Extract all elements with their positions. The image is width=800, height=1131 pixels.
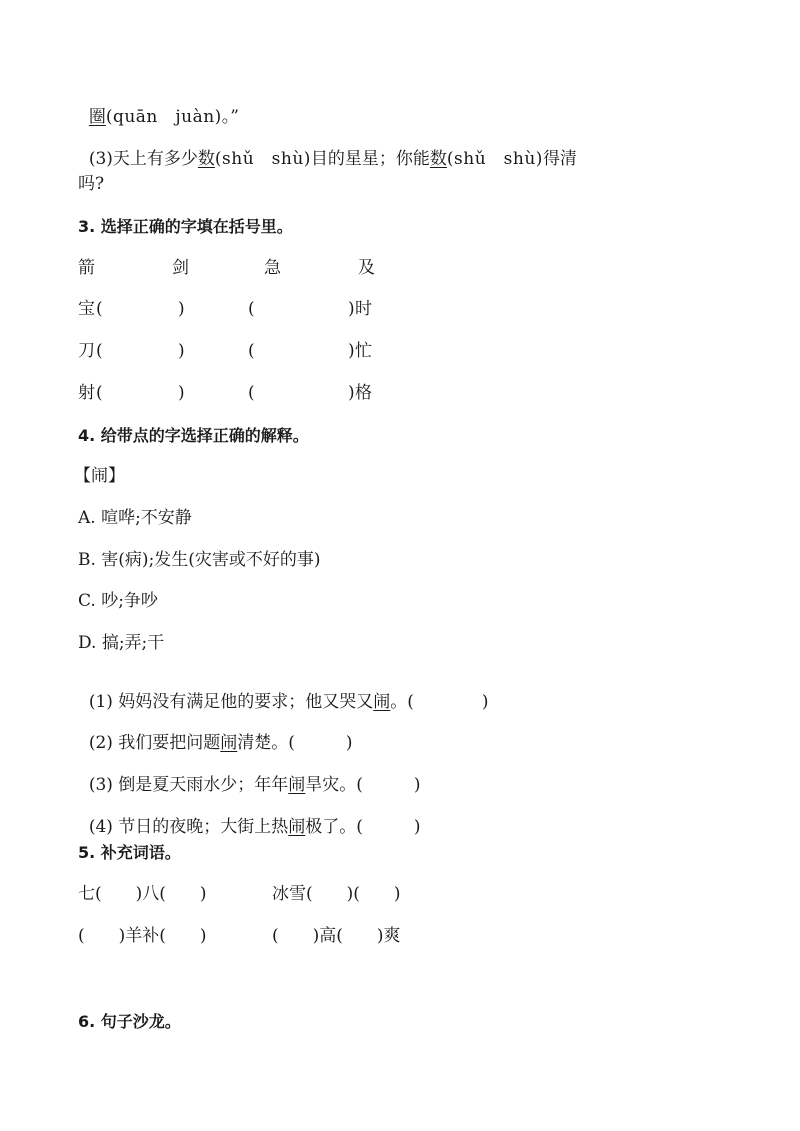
row-right-char: 格 [355, 383, 372, 403]
item-text: (1) 妈妈没有满足他的要求；他又哭又 [88, 692, 374, 712]
option-a: A. 喧哗;不安静 [78, 508, 192, 528]
q2-item-3-wrap: 吗? [78, 174, 105, 194]
q4-item-4 [78, 802, 421, 836]
q4-item-2 [78, 718, 353, 752]
pinyin-choice: (quān juàn) [105, 107, 222, 127]
idiom-4: ( )高( )爽 [272, 926, 401, 946]
q4-item-3 [78, 760, 421, 794]
target-char: 闹 [288, 775, 306, 795]
target-char: 闹 [220, 733, 238, 753]
blank-close: ) [178, 383, 185, 403]
target-char: 圈 [88, 107, 106, 127]
q4-title: 4. 给带点的字选择正确的解释。 [78, 426, 309, 445]
option-c: C. 吵;争吵 [78, 591, 158, 611]
q2-line-1 [78, 92, 239, 126]
option-b: B. 害(病);发生(灾害或不好的事) [78, 550, 321, 570]
blank-close: ) [348, 383, 355, 403]
row-left-char: 宝 [78, 299, 95, 319]
q4-target-bracket: 【闹】 [74, 466, 125, 486]
item-text: 得清 [542, 149, 577, 169]
q2-item-3 [78, 134, 577, 168]
blank-open: ( [96, 341, 103, 361]
blank-close: ) [348, 341, 355, 361]
idiom-1: 七( )八( ) [78, 884, 207, 904]
target-char: 数 [429, 149, 447, 169]
idiom-3: ( )羊补( ) [78, 926, 207, 946]
target-char: 闹 [288, 817, 306, 837]
choice-char: 及 [358, 258, 375, 278]
row-left-char: 刀 [78, 341, 95, 361]
choice-char: 箭 [78, 258, 95, 278]
item-text: (4) 节日的夜晚；大街上热 [88, 817, 289, 837]
target-char: 数 [197, 149, 215, 169]
blank-open: ( [96, 383, 103, 403]
blank-close: ) [178, 341, 185, 361]
option-d: D. 搞;弄;干 [78, 633, 165, 653]
pinyin-choice: (shǔ shù) [446, 149, 543, 169]
q6-title: 6. 句子沙龙。 [78, 1012, 181, 1031]
answer-blank: 。( ) [390, 692, 489, 712]
blank-open: ( [96, 299, 103, 319]
q5-title: 5. 补充词语。 [78, 843, 181, 862]
blank-close: ) [348, 299, 355, 319]
choice-char: 剑 [172, 258, 189, 278]
item-text: 目的星星；你能 [310, 149, 430, 169]
q4-item-1 [78, 677, 489, 711]
answer-blank: 旱灾。( ) [305, 775, 421, 795]
row-right-char: 忙 [355, 341, 372, 361]
item-text: (3) 倒是夏天雨水少；年年 [88, 775, 289, 795]
line-tail: 。” [221, 107, 239, 127]
row-right-char: 时 [355, 299, 372, 319]
row-left-char: 射 [78, 383, 95, 403]
blank-close: ) [178, 299, 185, 319]
item-text: (2) 我们要把问题 [88, 733, 221, 753]
idiom-2: 冰雪( )( ) [272, 884, 401, 904]
blank-open: ( [248, 299, 255, 319]
target-char: 闹 [373, 692, 391, 712]
answer-blank: 清楚。( ) [237, 733, 353, 753]
blank-open: ( [248, 383, 255, 403]
answer-blank: 极了。( ) [305, 817, 421, 837]
item-number: (3) [88, 149, 113, 169]
choice-char: 急 [264, 258, 281, 278]
item-text: 天上有多少 [112, 149, 198, 169]
blank-open: ( [248, 341, 255, 361]
pinyin-choice: (shǔ shù) [214, 149, 311, 169]
q3-title: 3. 选择正确的字填在括号里。 [78, 217, 293, 236]
